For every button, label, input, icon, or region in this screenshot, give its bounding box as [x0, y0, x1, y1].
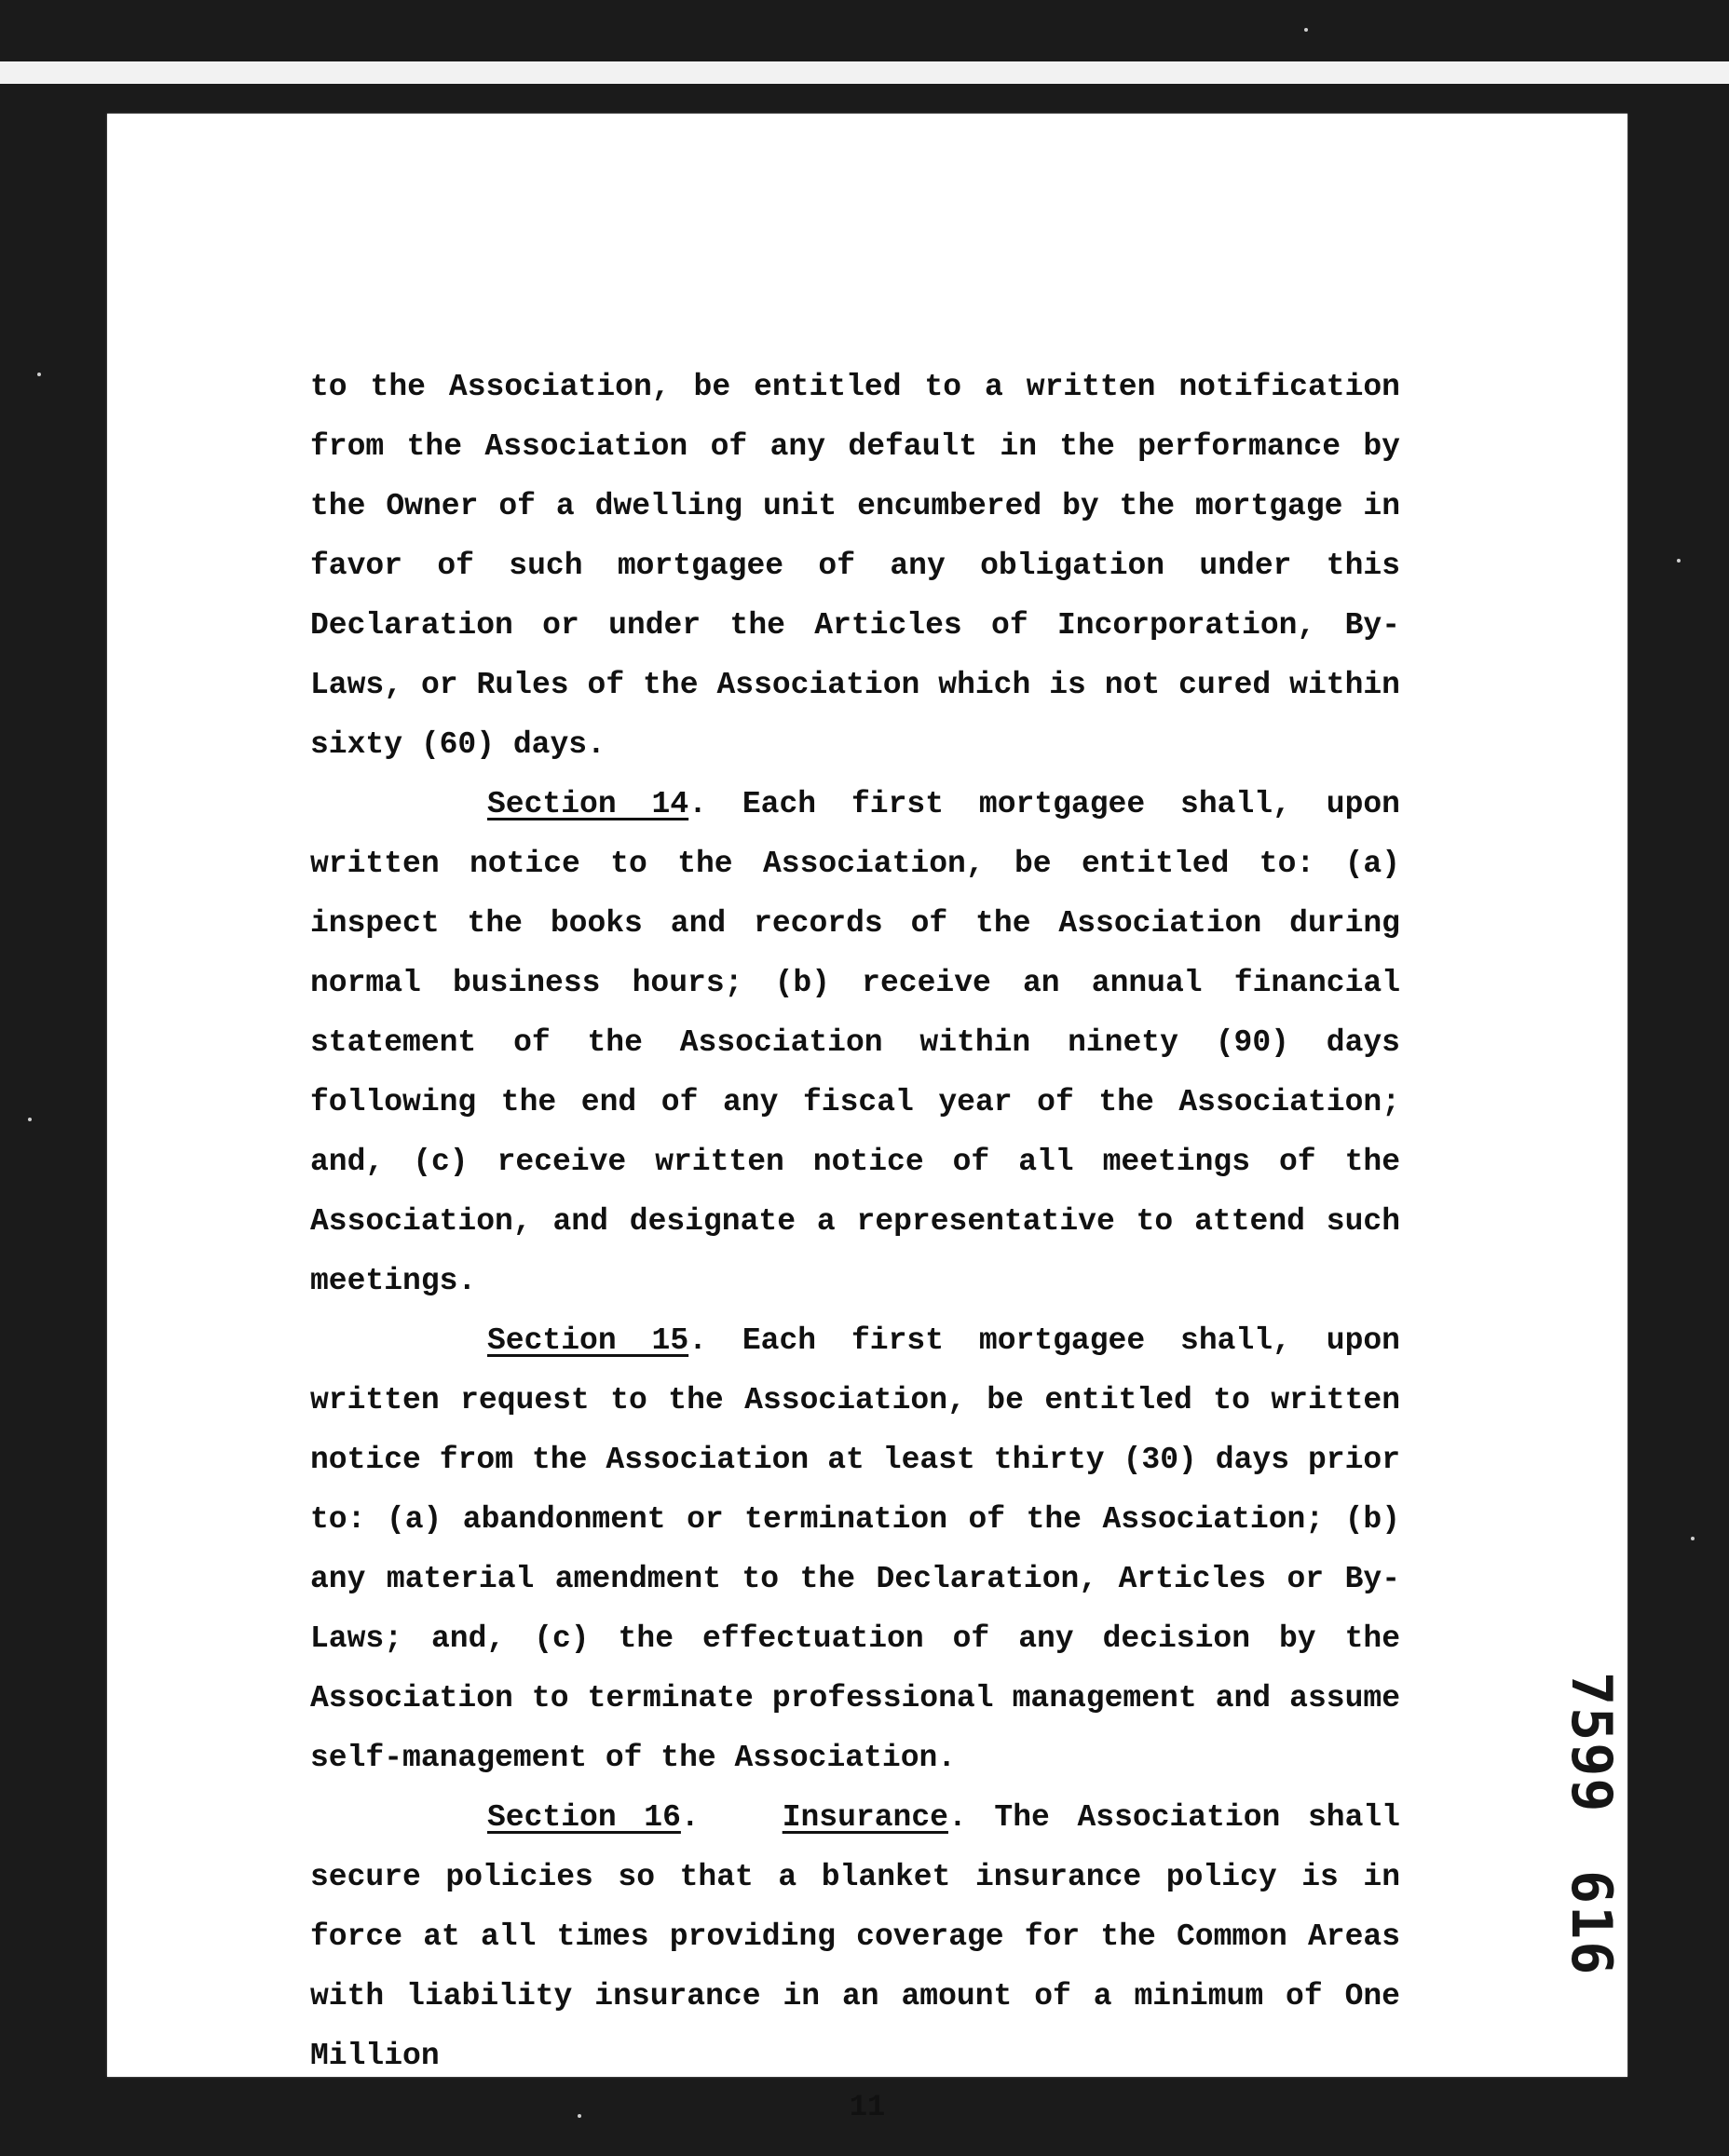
section-14-heading: Section 14	[487, 787, 689, 821]
recording-book-page-stamp	[1554, 1672, 1628, 2007]
scan-edge-strip	[0, 61, 1729, 84]
scan-speck	[578, 2114, 581, 2118]
section-16-text: . The Association shall secure policies so that a blanket insurance policy is in force at all times providing coverage for the Common Areas with liability insurance in an amount of a minimum of One Million	[310, 1800, 1400, 2073]
continuation-line-4: mortgagee of any obligation under this Declaration or under	[310, 549, 1400, 643]
page-number: 11	[849, 2090, 886, 2124]
scan-speck	[37, 373, 41, 376]
continuation-paragraph	[310, 358, 1400, 775]
scan-speck	[1304, 28, 1308, 32]
section-14-text: . Each first mortgagee shall, upon written notice to the Association, be entitled to: (a) inspect the books and records of the Association during normal business hours; (b) receive an annual financial statement of the Association within ninety (90) days following the end of any fiscal year of the Association; and, (c) receive written notice of all meetings of the Association, and designate a representative to attend such meetings.	[310, 787, 1400, 1298]
continuation-line-5: the Articles of Incorporation, By-Laws, or Rules of the	[310, 608, 1400, 702]
continuation-line-1: to the Association, be entitled to a written notification from	[310, 370, 1400, 464]
scan-speck	[1691, 1537, 1695, 1540]
section-16-title: Insurance	[782, 1800, 948, 1835]
section-16-paragraph	[310, 1788, 1400, 2086]
section-16-heading: Section 16	[487, 1800, 681, 1835]
continuation-line-6: Association which is not cured within sixty (60) days.	[310, 668, 1400, 762]
section-16-separator: .	[680, 1800, 783, 1835]
book-page-number: 616	[1559, 1869, 1624, 1976]
continuation-line-3: of a dwelling unit encumbered by the mortgage in favor of such	[310, 489, 1400, 583]
scan-speck	[28, 1118, 32, 1121]
document-page	[107, 114, 1627, 2124]
section-15-text: . Each first mortgagee shall, upon written request to the Association, be entitled to written notice from the Association at least thirty (30) days prior to: (a) abandonment or termination of the Association; (b) any material amendment to the Declaration, Articles or By-Laws; and, (c) the effectuation of any decision by the Association to terminate professional management and assume self-management of the Association.	[310, 1323, 1400, 1775]
section-15-paragraph	[310, 1311, 1400, 1788]
section-14-paragraph	[310, 775, 1400, 1311]
continuation-line-2: the Association of any default in the performance by the Owner	[310, 429, 1400, 523]
body-text	[310, 358, 1400, 2086]
section-15-heading: Section 15	[487, 1323, 689, 1358]
book-number: 7599	[1559, 1672, 1624, 1814]
scan-speck	[1677, 559, 1681, 563]
